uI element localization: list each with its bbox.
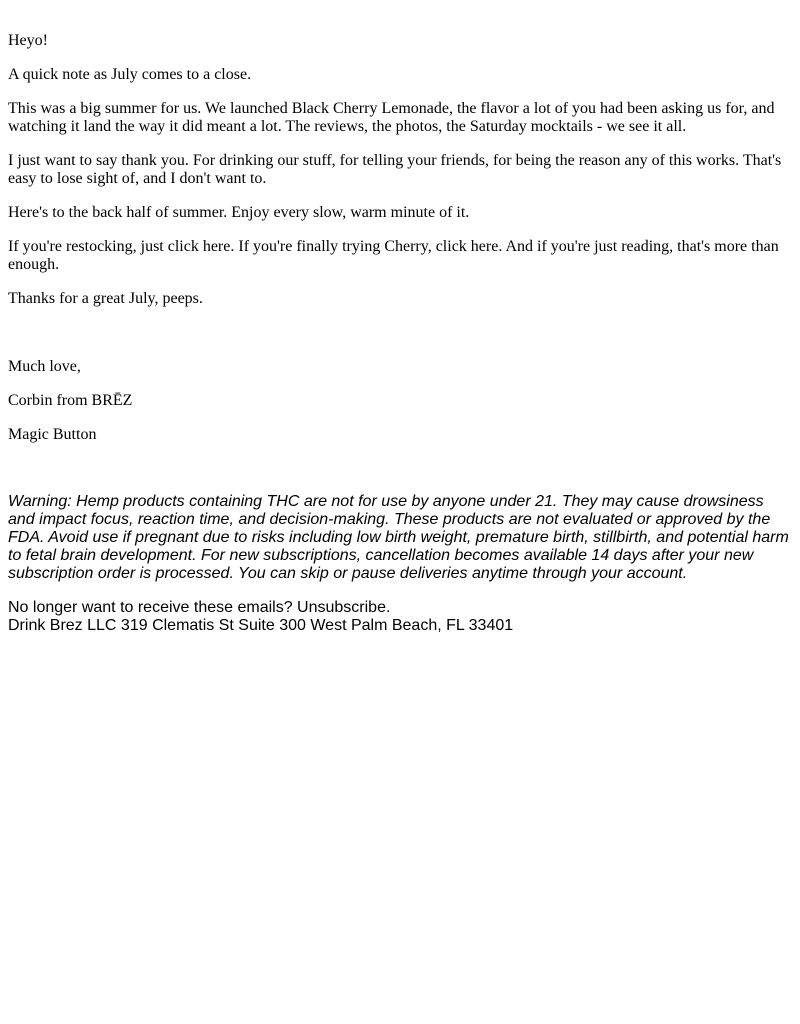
restock-link[interactable]: click here [167, 238, 231, 255]
unsubscribe-prefix: No longer want to receive these emails? [8, 599, 298, 616]
signature: Corbin from BRĒZ [8, 392, 133, 409]
thc-warning: Warning: Hemp products containing THC are not for use by anyone under 21. They may cause drowsiness and impact focus, reaction time, and decision-making. These products are not evaluated or approved by the FDA. Avoid use if pregnant due to risks including low birth weight, premature birth, stillbirth, and potential harm to fetal brain development. For new subscriptions, cancellation becomes available 14 days after your new subscription order is processed. You can skip or pause deliveries anytime through your account. [8, 493, 789, 582]
restock-text-3: . And if you're just reading, that's more than enough. [8, 238, 779, 273]
closing-thanks: Thanks for a great July, peeps. [8, 290, 203, 307]
unsubscribe-suffix: . [385, 599, 391, 616]
try-cherry-link[interactable]: click here [435, 238, 499, 255]
thanks-paragraph: I just want to say thank you. For drinking our stuff, for telling your friends, for being the reason any of this works. That's easy to lose sight of, and I don't want to. [8, 152, 782, 187]
unsubscribe-link[interactable]: Unsubscribe [297, 599, 386, 616]
back-half-paragraph: Here's to the back half of summer. Enjoy every slow, warm minute of it. [8, 204, 470, 221]
restock-text-1: If you're restocking, just [8, 238, 168, 255]
summer-paragraph: This was a big summer for us. We launched Black Cherry Lemonade, the flavor a lot of you had been asking us for, and watching it land the way it did meant a lot. The reviews, the photos, the Saturday mocktails - we see it all. [8, 100, 775, 135]
restock-paragraph [8, 238, 792, 274]
footer [8, 599, 792, 635]
unsubscribe-line [8, 599, 792, 617]
company-address: Drink Brez LLC 319 Clematis St Suite 300 West Palm Beach, FL 33401 [8, 617, 514, 634]
restock-text-2: . If you're finally trying Cherry, [230, 238, 436, 255]
signoff: Much love, [8, 358, 81, 375]
greeting: Heyo! [8, 32, 48, 49]
intro-paragraph: A quick note as July comes to a close. [8, 66, 252, 83]
magic-button[interactable]: Magic Button [8, 426, 97, 443]
spacer [8, 460, 792, 493]
spacer [8, 324, 792, 358]
